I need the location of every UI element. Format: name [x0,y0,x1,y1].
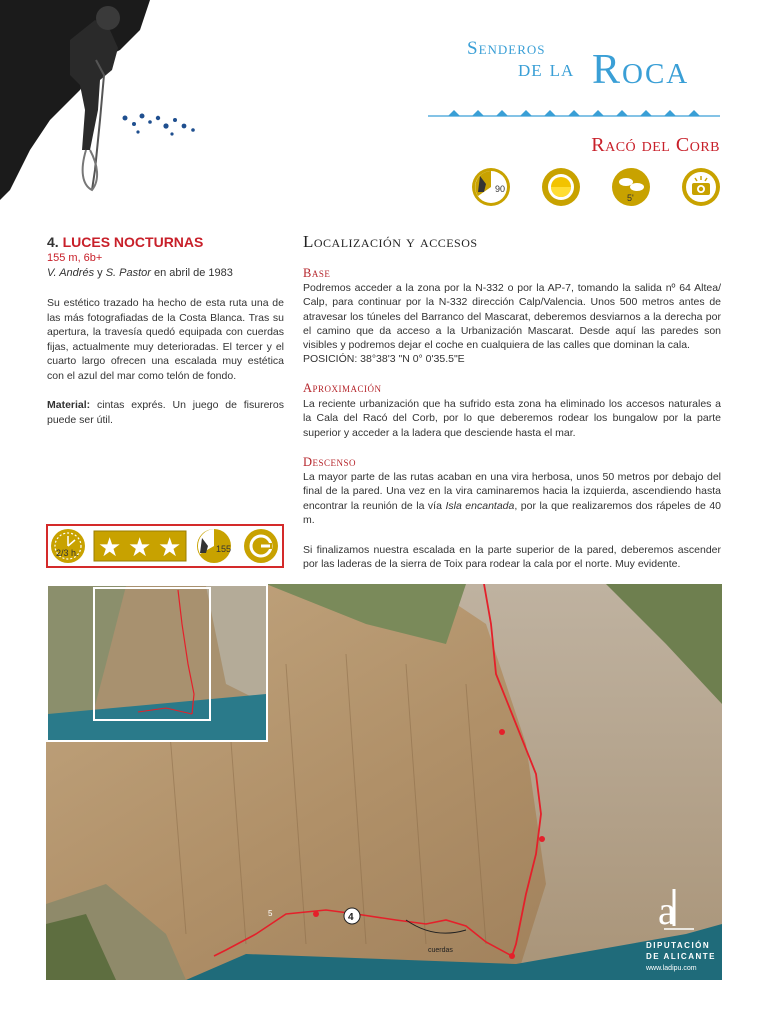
approach-walk-icon [612,168,650,206]
material-text: cintas exprés. Un juego de fisureros puede ser útil. [47,399,284,426]
route-grade: 155 m, 6b+ [47,252,103,264]
route-description: Su estético trazado ha hecho de esta ruta una de las más fotografiadas de la Costa Blanca. Tras su apertura, la travesía quedó equipada con cuerdas fijas, actualmente muy deterioradas. El tercer y el cuarto largo ofrecen una escalada muy estética con el azul del mar como telón de fondo. [47,297,284,382]
position-text: POSICIÓN: 38°38'3 "N 0° 0'35.5"E [303,353,465,366]
route-authors [47,267,233,279]
approach-title: Aproximación [303,381,382,395]
route-marker: 4 [348,912,354,923]
svg-text:a: a [658,888,676,933]
descent-route: Isla encantada [445,499,515,512]
approach-text: La reciente urbanización que ha sufrido esta zona ha eliminado los accesos naturales a la Cala del Racó del Corb, por lo que deberemos rodear los bungalow por la parte superior y acceder a la ladera que desciende hasta el mar. [303,398,721,439]
sun-orientation-icon [542,168,580,206]
route-info-graphics [48,526,282,566]
descent-text [303,470,721,527]
brand-title-line3: Roca [592,47,690,93]
brand-title-line1: Senderos [467,38,546,59]
base-text [303,281,721,367]
brand-title-line2: de la [518,56,575,82]
route-height: 155 [216,544,232,554]
sector-icons [472,168,722,208]
author-1: V. Andrés [47,267,95,279]
descent-title: Descenso [303,455,357,469]
section-title: Localización y accesos [303,232,478,251]
climber-illustration [0,0,210,200]
logo-line1: DIPUTACIÓN [646,941,711,950]
pitch-label: 5 [268,909,273,918]
route-title [47,234,203,250]
author-join: y [94,267,106,279]
cliff-photo [46,584,722,980]
route-date: en abril de 1983 [150,267,233,279]
author-2: S. Pastor [105,267,151,279]
wave-ornament [428,106,720,120]
base-paragraph: Podremos acceder a la zona por la N-332 o por la AP-7, tomando la salida nº 64 Altea/ Calp, para continuar por la N-332 dirección Calp/Valencia. Unos 500 metros antes de atravesar los túneles del Barranco del Mascarat, deberemos desviarnos a la derecha por el camino que da acceso a la Urbanización Mascarat. Desde aquí las paredes son visibles y podremos dejar el coche en cualquiera de las calles que dominan la cala. [303,282,721,352]
route-number: 4. [47,234,59,250]
camera-icon [682,168,720,206]
route-time: 2/3 h. [56,548,79,558]
slope-angle-icon [472,168,510,206]
descent-text-2: Si finalizamos nuestra escalada en la parte superior de la pared, deberemos ascender por las laderas de la sierra de Toix para rodear la cala por el norte. Muy evidente. [303,544,721,571]
difficulty-star-1: ★ [98,533,122,563]
sector-title: Racó del Corb [591,134,720,156]
difficulty-star-2: ★ [128,533,152,563]
descent-text-a: La mayor parte de las rutas acaban en una vira herbosa, unos 50 metros por debajo del final de la pared. Una vez en la vira caminaremos hacia la izquierda, ascendiendo hasta encontrar la reunión de la vía [303,471,721,512]
descent-text-b: , por la que realizaremos dos rápeles de 40 m. [303,499,721,526]
route-name: LUCES NOCTURNAS [62,234,204,250]
slope-angle-value: 90 [495,184,506,194]
route-info-box [46,524,284,568]
material-label: Material: [47,399,91,411]
logo-url: www.ladipu.com [646,965,697,972]
route-material [47,398,284,427]
approach-time-value: 5' [627,193,634,203]
label-cuerdas: cuerdas [428,947,453,954]
difficulty-star-3: ★ [158,533,182,563]
base-title: Base [303,266,331,280]
logo-line2: DE ALICANTE [646,952,716,961]
